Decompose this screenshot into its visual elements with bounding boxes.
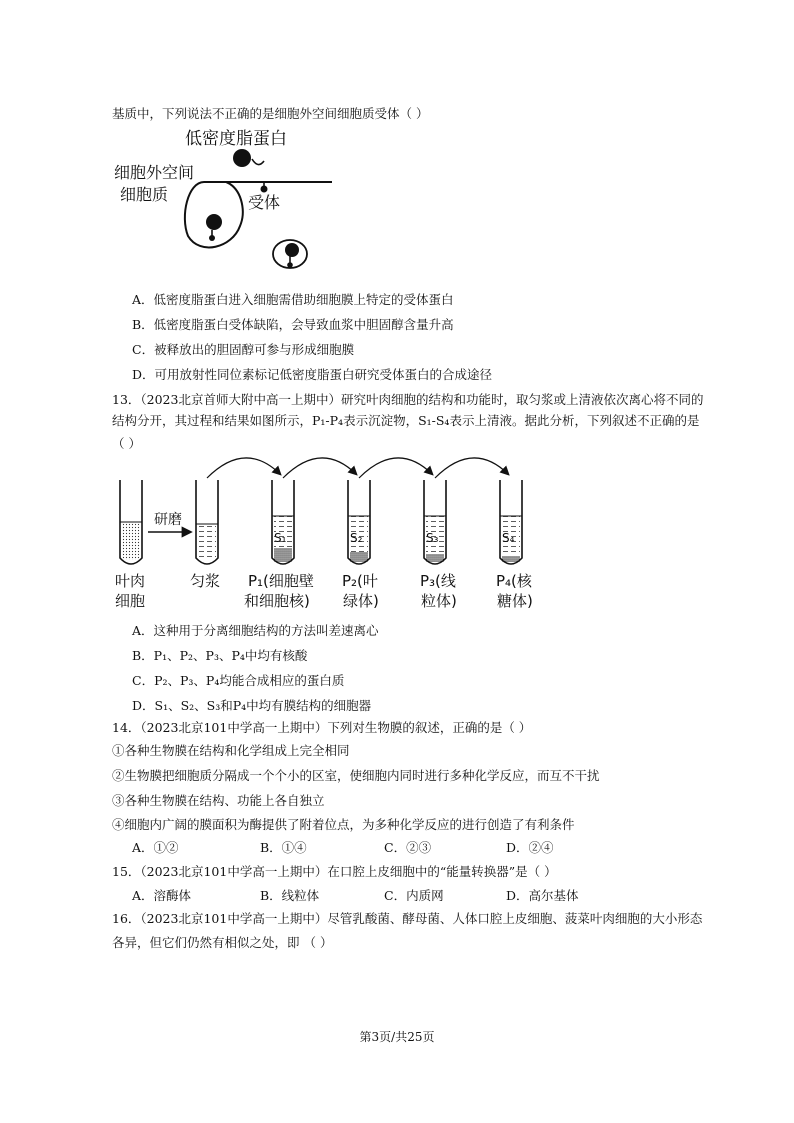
label-p1-1: P₁(细胞壁: [248, 572, 314, 590]
q14-option-d: D．②④: [506, 840, 554, 855]
tube-p1: [272, 480, 294, 564]
page-footer: 第3页/共25页: [359, 1030, 435, 1044]
label-p2-1: P₂(叶: [342, 572, 378, 590]
ldl-in-pit: [206, 214, 222, 230]
label-leaf-cells-2: 细胞: [115, 592, 146, 610]
tube-homogenate: [196, 480, 218, 564]
transfer-arc-4: [435, 458, 508, 478]
q13-stem-line3: （ ）: [112, 436, 141, 451]
tube-p2: [348, 480, 370, 564]
transfer-arc-3: [359, 458, 432, 478]
ldl-particle: [233, 149, 251, 167]
ldl-label: 低密度脂蛋白: [185, 129, 287, 149]
q13-option-b: B．P₁、P₂、P₃、P₄中均有核酸: [132, 648, 308, 663]
tube-leaf-cells: [120, 480, 142, 564]
supernatant-s4: S₄: [502, 531, 515, 545]
label-homogenate: 匀浆: [190, 572, 221, 590]
q15-stem: 15．（2023北京101中学高一上期中）在口腔上皮细胞中的“能量转换器”是（ ）: [112, 864, 557, 879]
q15-option-a: A．溶酶体: [132, 888, 192, 903]
ldl-endocytosis-figure: [108, 126, 348, 276]
q14-stem: 14．（2023北京101中学高一上期中）下列对生物膜的叙述，正确的是（ ）: [112, 720, 532, 735]
receptor-label: 受体: [248, 193, 281, 212]
q12-option-d: D．可用放射性同位素标记低密度脂蛋白研究受体蛋白的合成途径: [132, 367, 493, 382]
grind-label: 研磨: [154, 512, 182, 528]
label-p2-2: 绿体): [343, 592, 379, 610]
receptor-base: [261, 186, 268, 193]
label-p4-1: P₄(核: [496, 572, 532, 590]
label-p3-1: P₃(线: [420, 572, 456, 590]
centrifugation-figure: [110, 454, 550, 614]
q12-option-a: A．低密度脂蛋白进入细胞需借助细胞膜上特定的受体蛋白: [132, 292, 454, 307]
q13-option-d: D．S₁、S₂、S₃和P₄中均有膜结构的细胞器: [132, 698, 372, 713]
q12-option-c: C．被释放出的胆固醇可参与形成细胞膜: [132, 342, 355, 357]
tube-p4: [500, 480, 522, 564]
q16-stem-line1: 16．（2023北京101中学高一上期中）尽管乳酸菌、酵母菌、人体口腔上皮细胞、菠菜叶肉细胞的大小形态: [112, 911, 703, 926]
q12-stem: 基质中，下列说法不正确的是细胞外空间细胞质受体（ ）: [112, 106, 429, 121]
transfer-arc-2: [283, 458, 356, 478]
q15-option-b: B．线粒体: [260, 888, 320, 903]
q14-item-3: ③各种生物膜在结构、功能上各自独立: [112, 793, 325, 808]
q14-option-b: B．①④: [260, 840, 307, 855]
tube-p3: [424, 480, 446, 564]
outside-label: 细胞外空间: [114, 163, 195, 182]
pit-receptor-base: [209, 235, 215, 241]
q14-option-c: C．②③: [384, 840, 432, 855]
vesicle-receptor-base: [287, 262, 293, 268]
q15-option-d: D．高尔基体: [506, 888, 579, 903]
supernatant-s2: S₂: [350, 531, 363, 545]
q13-stem-line2: 结构分开，其过程和结果如图所示，P₁-P₄表示沉淀物，S₁-S₄表示上清液。据此分析，下列叙述不正确的是: [112, 413, 700, 428]
q14-item-2: ②生物膜把细胞质分隔成一个个小的区室，使细胞内同时进行多种化学反应，而互不干扰: [112, 768, 600, 783]
label-p4-2: 糖体): [497, 592, 533, 610]
cytoplasm-label: 细胞质: [120, 185, 169, 204]
label-p1-2: 和细胞核): [244, 592, 310, 610]
q14-item-4: ④细胞内广阔的膜面积为酶提供了附着位点，为多种化学反应的进行创造了有利条件: [112, 817, 575, 832]
receptor-free: [252, 159, 264, 165]
supernatant-s1: S₁: [274, 531, 287, 545]
q16-stem-line2: 各异，但它们仍然有相似之处，即 （ ）: [112, 935, 333, 950]
q15-option-c: C．内质网: [384, 888, 444, 903]
q14-option-a: A．①②: [132, 840, 179, 855]
transfer-arc-1: [207, 458, 280, 478]
q14-item-1: ①各种生物膜在结构和化学组成上完全相同: [112, 743, 350, 758]
label-leaf-cells-1: 叶肉: [115, 572, 146, 590]
q13-stem-line1: 13．（2023北京首师大附中高一上期中）研究叶肉细胞的结构和功能时，取匀浆或上清液依次离心将不同的: [112, 392, 704, 407]
q13-option-c: C．P₂、P₃、P₄均能合成相应的蛋白质: [132, 673, 345, 688]
q12-option-b: B．低密度脂蛋白受体缺陷，会导致血浆中胆固醇含量升高: [132, 317, 454, 332]
supernatant-s3: S₃: [426, 531, 439, 545]
label-p3-2: 粒体): [421, 592, 457, 610]
ldl-in-vesicle: [285, 243, 299, 257]
q13-option-a: A．这种用于分离细胞结构的方法叫差速离心: [132, 623, 379, 638]
